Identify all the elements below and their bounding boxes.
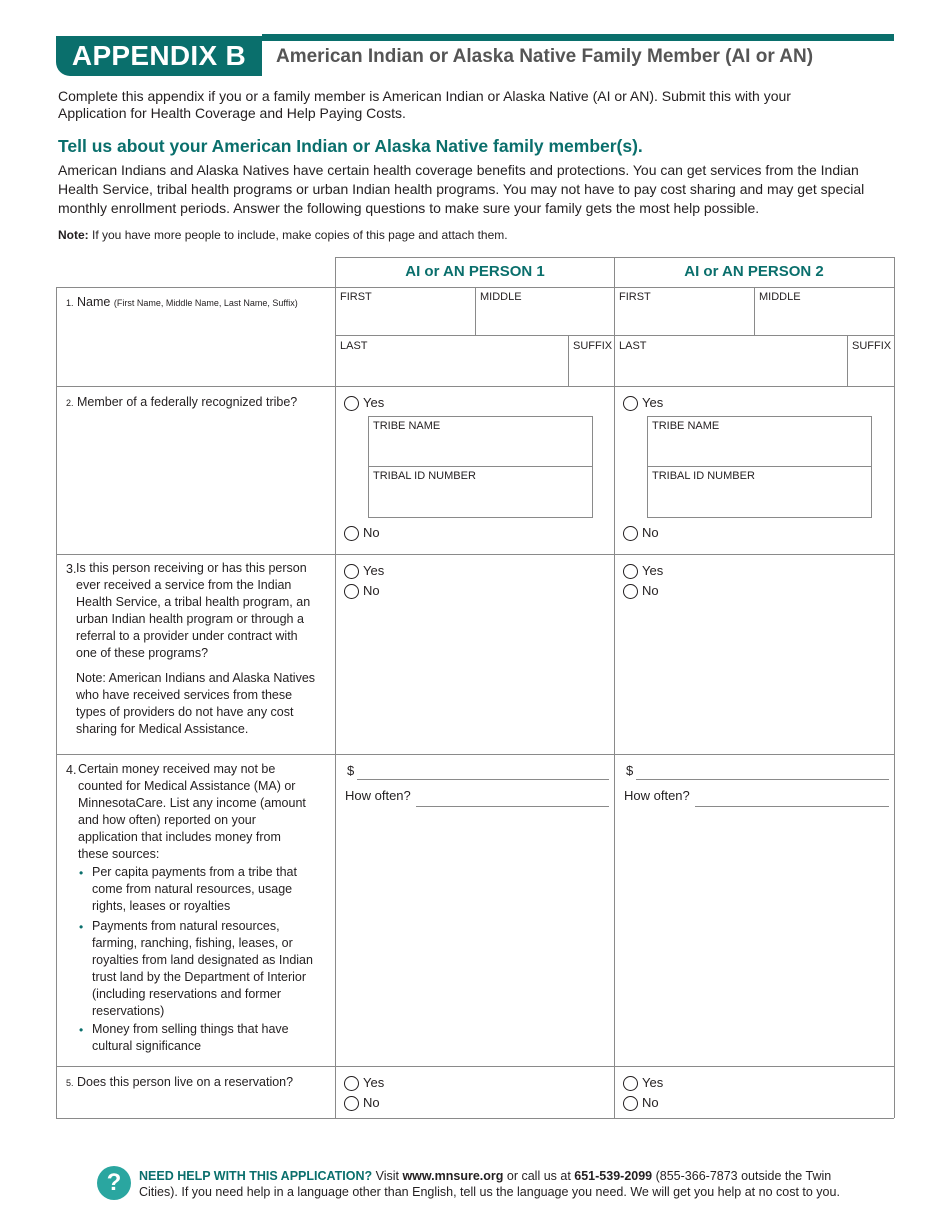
p1-q3-no-radio[interactable] [344,584,359,599]
table-line [56,554,894,555]
appendix-label: APPENDIX B [56,36,262,76]
q3-line: Is this person receiving or has this person [76,561,307,575]
help-text [139,1168,899,1200]
p1-q5-no-radio[interactable] [344,1096,359,1111]
q3-note-line: types of providers do not have any cost [76,705,294,719]
page-title: American Indian or Alaska Native Family Member (AI or AN) [276,46,814,67]
p1-amount-input[interactable] [357,779,609,780]
help-heading: NEED HELP WITH THIS APPLICATION? [139,1169,373,1183]
help-line-2: Cities). If you need help in a language other than English, tell us the language you need. We will get you help at no cost to you. [139,1185,840,1199]
q3-line: Health Service, a tribal health program, an [76,595,311,609]
p2-q5-no-radio[interactable] [623,1096,638,1111]
q4-line: Certain money received may not be [78,762,276,776]
note-label: Note: [58,228,89,242]
help-text-part: (855-366-7873 outside the Twin [652,1169,832,1183]
q5-number: 5. [66,1078,74,1088]
intro-line-2: Application for Health Coverage and Help Paying Costs. [58,105,406,121]
q4-line: these sources: [78,847,160,861]
table-line [56,287,57,1118]
help-text-part: or call us at [503,1169,575,1183]
section-body: American Indians and Alaska Natives have certain health coverage benefits and protections. You can get services from the Indian Health Service, tribal health programs or urban Indian health programs. You may not have to pay cost sharing and may get special monthly enrollment periods. Answer the following questions to make sure your family gets the most help possible. [58,162,865,216]
q3-note [76,670,331,738]
table-line [754,287,755,335]
p1-q5-yes-label: Yes [363,1075,385,1090]
p2-first-field[interactable]: FIRST [619,291,651,303]
bullet-line: cultural significance [92,1039,202,1053]
help-website-link[interactable]: www.mnsure.org [402,1169,504,1183]
p2-tribe-name-field[interactable]: TRIBE NAME [652,420,720,432]
p2-q3-yes-label: Yes [642,563,664,578]
p2-q5-no-label: No [642,1095,659,1110]
help-icon: ? [97,1166,131,1200]
col-header-person-2: AI or AN PERSON 2 [684,263,824,280]
p1-q3-no-label: No [363,583,380,598]
q1-text: Name [77,295,111,309]
p1-tribe-name-field[interactable]: TRIBE NAME [373,420,441,432]
q4-bullet-1 [92,864,332,915]
p1-dollar-sign: $ [347,763,355,778]
q2-text: Member of a federally recognized tribe? [77,395,298,409]
q4-text [78,761,333,863]
p2-q3-yes-radio[interactable] [623,564,638,579]
p2-q5-yes-radio[interactable] [623,1076,638,1091]
p2-q2-yes-radio[interactable] [623,396,638,411]
table-line [56,1118,894,1119]
p1-q2-yes-radio[interactable] [344,396,359,411]
bullet-icon: • [79,866,84,880]
intro-text [58,88,858,122]
p1-suffix-field[interactable]: SUFFIX [573,340,613,352]
p2-q5-yes-label: Yes [642,1075,664,1090]
q4-number: 4. [66,763,77,777]
p2-middle-field[interactable]: MIDDLE [759,291,801,303]
bullet-line: farming, ranching, fishing, leases, or [92,936,293,950]
box-divider [368,466,592,467]
note [58,228,508,242]
p2-tribal-id-field[interactable]: TRIBAL ID NUMBER [652,470,755,482]
q1-hint: (First Name, Middle Name, Last Name, Suffix) [113,298,298,308]
p2-q2-yes-label: Yes [642,395,664,410]
p1-q3-yes-radio[interactable] [344,564,359,579]
q3-line: one of these programs? [76,646,209,660]
table-line [56,386,894,387]
q5-text: Does this person live on a reservation? [77,1075,294,1089]
q4-line: application that includes money from [78,830,281,844]
col-header-person-1: AI or AN PERSON 1 [405,263,545,280]
section-heading: Tell us about your American Indian or Alaska Native family member(s). [58,136,643,156]
q4-bullet-2 [92,918,332,1020]
bullet-line: (including reservations and former [92,987,281,1001]
bullet-icon: • [79,1023,84,1037]
table-line [568,335,569,386]
bullet-line: Payments from natural resources, [92,919,280,933]
q3-note-line: Note: American Indians and Alaska Natives [76,671,316,685]
q4-line: MinnesotaCare. List any income (amount [78,796,306,810]
bullet-line: trust land by the Department of Interior [92,970,306,984]
p2-how-often-input[interactable] [695,806,889,807]
bullet-line: Per capita payments from a tribe that [92,865,297,879]
p1-last-field[interactable]: LAST [340,340,368,352]
q3-note-line: who have received services from these [76,688,293,702]
bullet-line: reservations) [92,1004,165,1018]
p2-dollar-sign: $ [626,763,634,778]
bullet-icon: • [79,920,84,934]
p2-q2-no-radio[interactable] [623,526,638,541]
q4-line: counted for Medical Assistance (MA) or [78,779,296,793]
p2-q2-no-label: No [642,525,659,540]
bullet-line: rights, leases or royalties [92,899,231,913]
q3-number: 3. [66,562,77,576]
q1-number: 1. [66,298,74,308]
table-line [475,287,476,335]
table-line [56,1066,894,1067]
table-line [614,257,615,1118]
help-line-1 [139,1168,899,1184]
q5-label [66,1074,293,1092]
q3-line: referral to a provider under contract with [76,629,298,643]
bullet-line: Money from selling things that have [92,1022,289,1036]
p1-how-often-input[interactable] [416,806,609,807]
intro-line-1: Complete this appendix if you or a family member is American Indian or Alaska Native (AI or AN). Submit this with your [58,88,791,104]
table-line [847,335,848,386]
p1-q5-yes-radio[interactable] [344,1076,359,1091]
table-line [335,257,336,1118]
p1-q3-yes-label: Yes [363,563,385,578]
p2-suffix-field[interactable]: SUFFIX [852,340,892,352]
table-line [56,754,894,755]
p1-how-often-label: How often? [345,788,411,803]
q3-note-line: sharing for Medical Assistance. [76,722,249,736]
box-divider [647,466,871,467]
bullet-line: royalties from land designated as Indian [92,953,313,967]
p2-q3-no-label: No [642,583,659,598]
p2-how-often-label: How often? [624,788,690,803]
header-rule [262,34,894,41]
help-text-part: Visit [372,1169,403,1183]
q3-text [76,560,331,662]
q4-line: and how often) reported on your [78,813,256,827]
p1-middle-field[interactable]: MIDDLE [480,291,522,303]
p1-q2-no-label: No [363,525,380,540]
q2-label [66,394,297,412]
p1-q2-yes-label: Yes [363,395,385,410]
p1-tribal-id-field[interactable]: TRIBAL ID NUMBER [373,470,476,482]
p1-first-field[interactable]: FIRST [340,291,372,303]
q1-label [66,294,298,312]
p1-q5-no-label: No [363,1095,380,1110]
q4-bullet-3 [92,1021,332,1055]
note-text: If you have more people to include, make copies of this page and attach them. [88,228,508,242]
p2-last-field[interactable]: LAST [619,340,647,352]
q3-line: urban Indian health program or through a [76,612,304,626]
q3-line: ever received a service from the Indian [76,578,292,592]
help-phone: 651-539-2099 [574,1169,653,1183]
p1-q2-no-radio[interactable] [344,526,359,541]
q2-number: 2. [66,398,74,408]
bullet-line: come from natural resources, usage [92,882,293,896]
table-line [894,257,895,1118]
p2-q3-no-radio[interactable] [623,584,638,599]
p2-amount-input[interactable] [636,779,889,780]
